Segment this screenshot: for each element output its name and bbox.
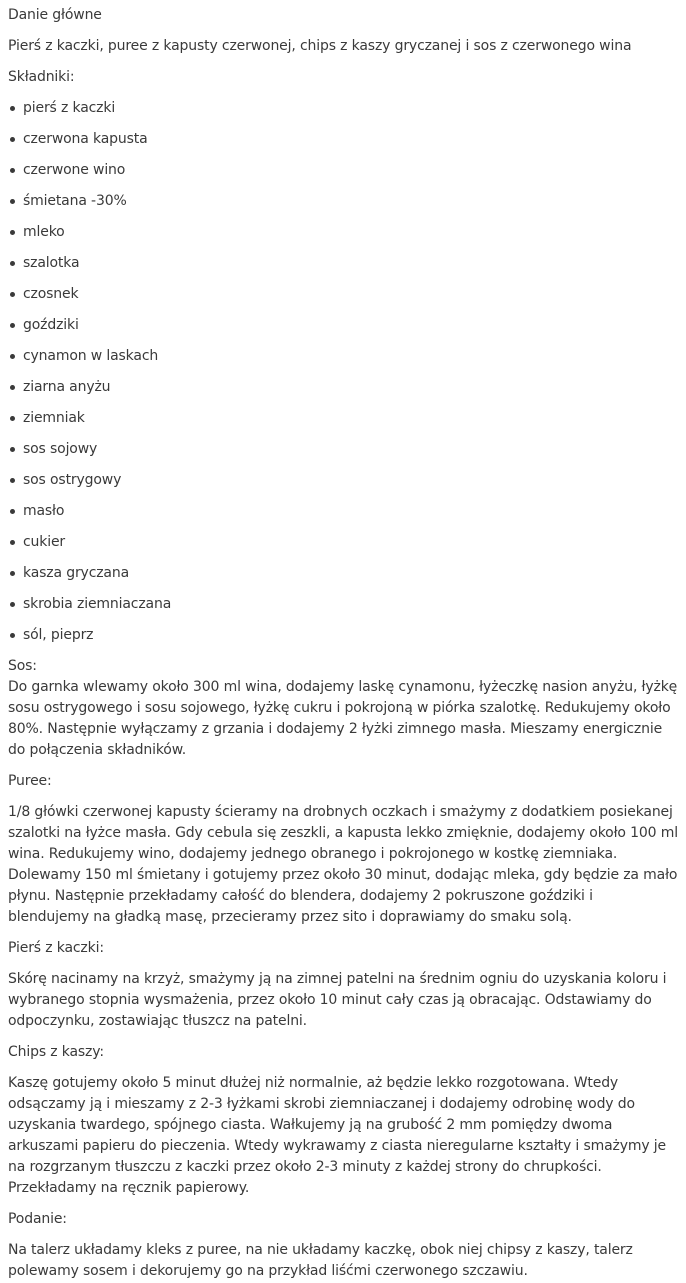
serving-text: Na talerz układamy kleks z puree, na nie układamy kaczkę, obok niej chipsy z kaszy, talerz polewamy sosem i dekorujemy go na przykład liśćmi czerwonego szczawiu.	[8, 1242, 633, 1279]
list-item	[8, 98, 678, 129]
bullet-icon	[10, 416, 15, 421]
puree-label: Puree:	[8, 773, 52, 789]
chips-label: Chips z kaszy:	[8, 1044, 104, 1060]
ingredient-text: sól, pieprz	[23, 627, 94, 643]
ingredient-text: sos sojowy	[23, 441, 98, 457]
ingredient-text: sos ostrygowy	[23, 472, 122, 488]
ingredient-text: masło	[23, 503, 65, 519]
list-item	[8, 625, 678, 656]
list-item	[8, 408, 678, 439]
bullet-icon	[10, 571, 15, 576]
list-item	[8, 470, 678, 501]
list-item	[8, 501, 678, 532]
list-item	[8, 191, 678, 222]
bullet-icon	[10, 354, 15, 359]
ingredient-text: czerwona kapusta	[23, 131, 148, 147]
list-item	[8, 346, 678, 377]
ingredient-text: pierś z kaczki	[23, 100, 116, 116]
ingredient-text: cynamon w laskach	[23, 348, 159, 364]
ingredient-text: czosnek	[23, 286, 79, 302]
ingredient-text: mleko	[23, 224, 65, 240]
sauce-section	[8, 656, 678, 761]
bullet-icon	[10, 602, 15, 607]
bullet-icon	[10, 261, 15, 266]
bullet-icon	[10, 633, 15, 638]
sauce-label: Sos:	[8, 658, 37, 674]
ingredient-text: kasza gryczana	[23, 565, 130, 581]
list-item	[8, 222, 678, 253]
ingredient-text: ziarna anyżu	[23, 379, 111, 395]
ingredient-text: czerwone wino	[23, 162, 126, 178]
bullet-icon	[10, 540, 15, 545]
list-item	[8, 284, 678, 315]
sauce-text: Do garnka wlewamy około 300 ml wina, dodajemy laskę cynamonu, łyżeczkę nasion anyżu, łyżkę sosu ostrygowego i sosu sojowego, łyżkę cukru i pokrojoną w piórka szalotkę. Redukujemy około 80%. Następnie wyłączamy z grzania i dodajemy 2 łyżki zimnego masła. Mieszamy energicznie do połączenia składników.	[8, 679, 678, 758]
bullet-icon	[10, 168, 15, 173]
ingredient-text: goździki	[23, 317, 79, 333]
ingredient-text: śmietana -30%	[23, 193, 127, 209]
ingredient-text: cukier	[23, 534, 66, 550]
bullet-icon	[10, 230, 15, 235]
list-item	[8, 377, 678, 408]
bullet-icon	[10, 385, 15, 390]
list-item	[8, 439, 678, 470]
duck-label: Pierś z kaczki:	[8, 940, 104, 956]
ingredient-text: szalotka	[23, 255, 80, 271]
ingredient-text: skrobia ziemniaczana	[23, 596, 172, 612]
list-item	[8, 160, 678, 191]
chips-text: Kaszę gotujemy około 5 minut dłużej niż normalnie, aż będzie lekko rozgotowana. Wtedy odsączamy ją i mieszamy z 2-3 łyżkami skrobi ziemniaczanej i dodajemy odrobinę wody do uzyskania twardego, spójnego ciasta. Wałkujemy ją na grubość 2 mm pomiędzy dwoma arkuszami papieru do pieczenia. Wtedy wykrawamy z ciasta nieregularne kształty i smażymy je na rozgrzanym tłuszczu z kaczki przez około 2-3 minuty z każdej strony do chrupkości. Przekładamy na ręcznik papierowy.	[8, 1075, 666, 1196]
duck-text: Skórę nacinamy na krzyż, smażymy ją na zimnej patelni na średnim ogniu do uzyskania koloru i wybranego stopnia wysmażenia, przez około 10 minut cały czas ją obracając. Odstawiamy do odpoczynku, zostawiając tłuszcz na patelni.	[8, 971, 667, 1029]
list-item	[8, 563, 678, 594]
dish-title: Pierś z kaczki, puree z kapusty czerwonej, chips z kaszy gryczanej i sos z czerwonego wina	[8, 38, 632, 54]
bullet-icon	[10, 199, 15, 204]
list-item	[8, 315, 678, 346]
bullet-icon	[10, 447, 15, 452]
bullet-icon	[10, 106, 15, 111]
ingredients-label: Składniki:	[8, 69, 75, 85]
course-label: Danie główne	[8, 7, 102, 23]
bullet-icon	[10, 509, 15, 514]
list-item	[8, 253, 678, 284]
puree-text: 1/8 główki czerwonej kapusty ścieramy na drobnych oczkach i smażymy z dodatkiem posiekanej szalotki na łyżce masła. Gdy cebula się zeszkli, a kapusta lekko zmięknie, dodajemy około 100 ml wina. Redukujemy wino, dodajemy jednego obranego i pokrojonego w kostkę ziemniaka. Dolewamy 150 ml śmietany i gotujemy przez około 30 minut, dodając mleka, gdy będzie za mało płynu. Następnie przekładamy całość do blendera, dodajemy 2 pokruszone goździki i blendujemy na gładką masę, przecieramy przez sito i doprawiamy do smaku solą.	[8, 804, 678, 925]
ingredient-text: ziemniak	[23, 410, 85, 426]
serving-label: Podanie:	[8, 1211, 67, 1227]
list-item	[8, 594, 678, 625]
bullet-icon	[10, 323, 15, 328]
bullet-icon	[10, 137, 15, 142]
list-item	[8, 129, 678, 160]
list-item	[8, 532, 678, 563]
bullet-icon	[10, 478, 15, 483]
bullet-icon	[10, 292, 15, 297]
ingredients-list	[8, 98, 678, 656]
